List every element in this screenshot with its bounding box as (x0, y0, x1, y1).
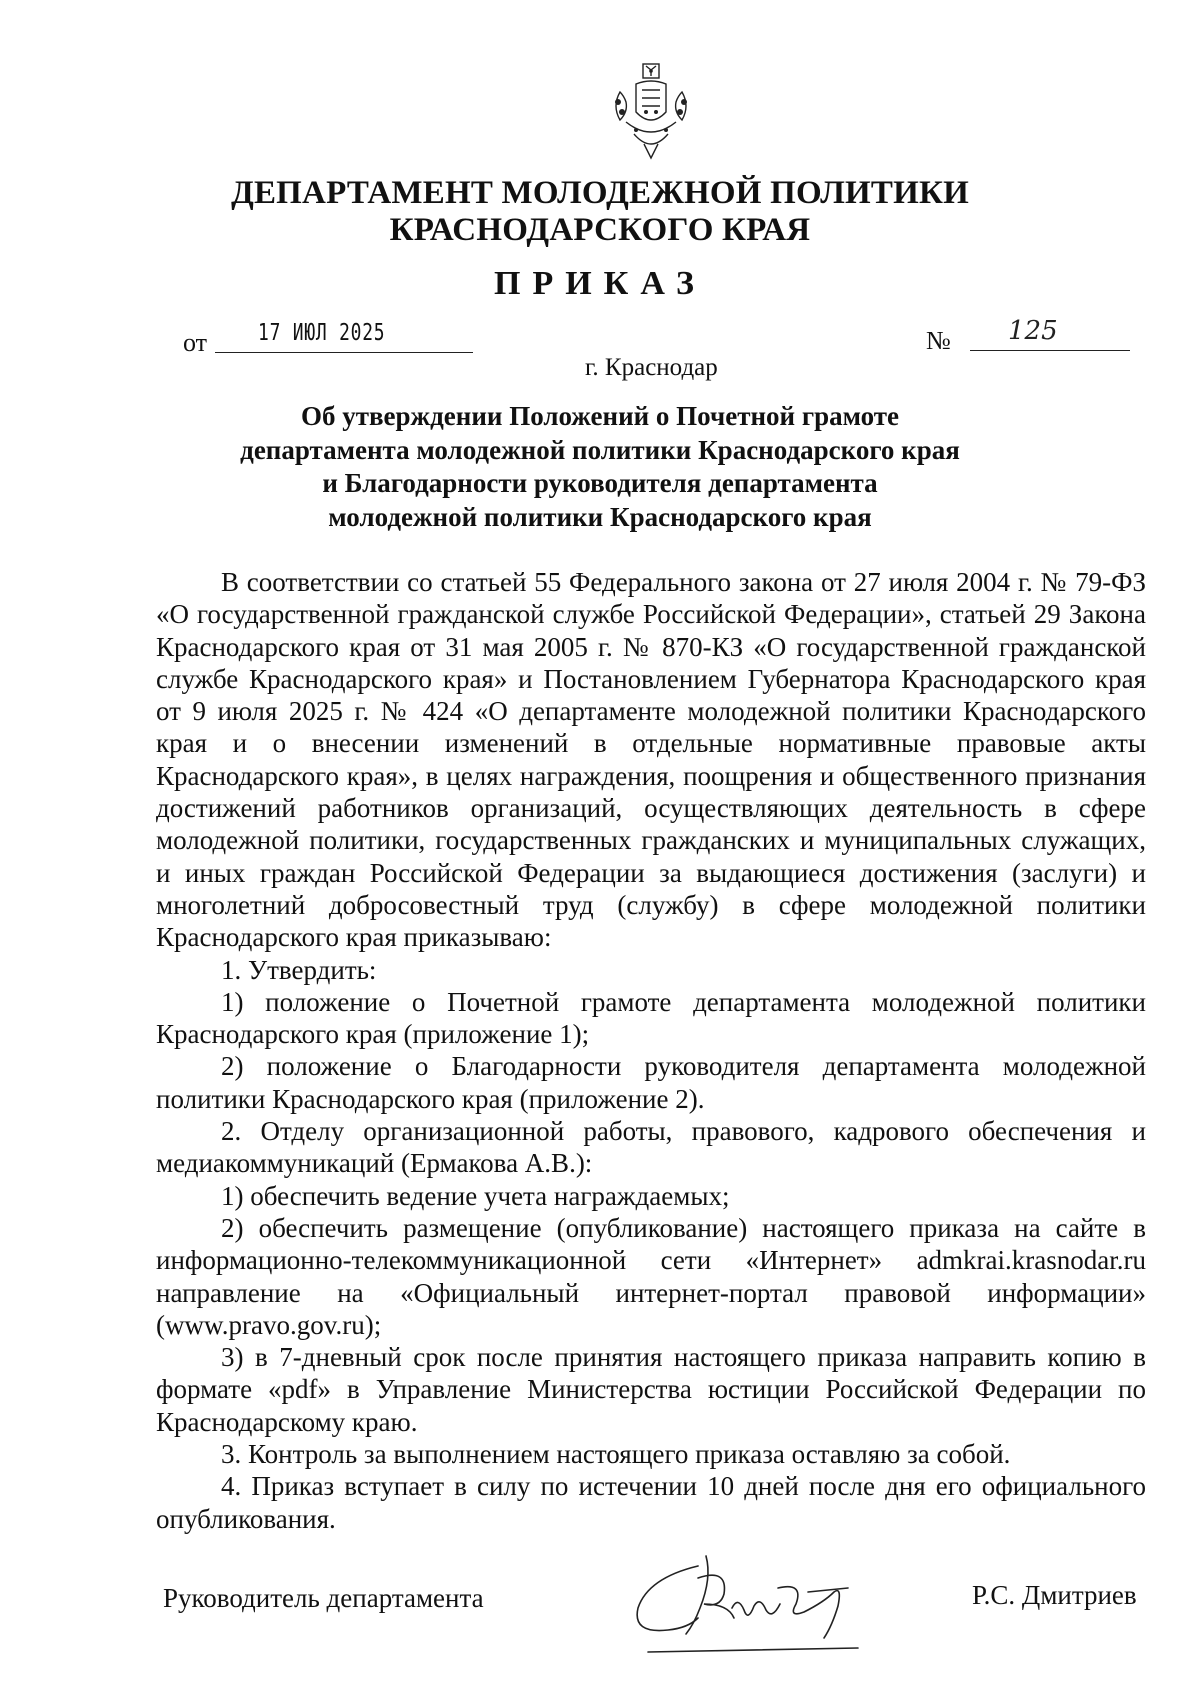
date-stamp: 17 ИЮЛ 2025 (258, 320, 386, 346)
clause-1-2: 2) положение о Благодарности руководителя департамента молодежной политики Краснодарского края (приложение 2). (156, 1051, 1146, 1114)
clause-2-2: 2) обеспечить размещение (опубликование) настоящего приказа на сайте в информационно-телекоммуникационной сети «Интернет» admkrai.krasnodar.ru направление на «Официальный интернет-портал правовой информации» (www.pravo.gov.ru); (156, 1212, 1146, 1340)
department-name-line1: ДЕПАРТАМЕНТ МОЛОДЕЖНОЙ ПОЛИТИКИ (231, 175, 969, 211)
clause-2-3: 3) в 7-дневный срок после принятия настоящего приказа направить копию в формате «pdf» в Управление Министерства юстиции Российской Федерации по Краснодарскому краю. (156, 1342, 1146, 1437)
clause-2-1: 1) обеспечить ведение учета награждаемых; (221, 1180, 730, 1211)
signatory-name: Р.С. Дмитриев (972, 1580, 1137, 1610)
clause-4: 4. Приказ вступает в силу по истечении 10 дней после дня его официального опубликования. (156, 1471, 1146, 1534)
title-line: и Благодарности руководителя департамента (322, 468, 878, 498)
date-label: от (183, 328, 208, 357)
number-label: № (926, 326, 951, 355)
clause-1-1: 1) положение о Почетной грамоте департамента молодежной политики Краснодарского края (приложение 1); (156, 986, 1146, 1050)
clause-2: 2. Отделу организационной работы, правового, кадрового обеспечения и медиакоммуникаций (Ермакова А.В.): (156, 1116, 1146, 1179)
title-line: Об утверждении Положений о Почетной грамоте (300, 401, 900, 431)
clause-1: 1. Утвердить: (221, 954, 377, 985)
coat-of-arms-emblem (606, 62, 696, 162)
date-underline (215, 352, 473, 353)
city: г. Краснодар (585, 354, 718, 381)
document-type-heading: ПРИКАЗ (494, 265, 706, 302)
order-title (100, 400, 1100, 534)
number-underline (970, 350, 1130, 351)
handwritten-signature (628, 1548, 868, 1658)
clause-3: 3. Контроль за выполнением настоящего приказа оставляю за собой. (221, 1439, 1011, 1470)
signatory-position: Руководитель департамента (163, 1583, 484, 1613)
order-body (156, 566, 1146, 1535)
title-line: молодежной политики Краснодарского края (328, 501, 872, 532)
department-name-line2: КРАСНОДАРСКОГО КРАЯ (389, 212, 811, 248)
title-line: департамента молодежной политики Краснодарского края (240, 434, 960, 465)
order-number: 125 (1008, 316, 1058, 346)
preamble-paragraph: В соответствии со статьей 55 Федерального закона от 27 июля 2004 г. № 79-ФЗ «О государственной гражданской службе Российской Федерации», статьей 29 Закона Краснодарского края от 31 мая 2005 г. № 870-КЗ «О государственной гражданской службе Краснодарского края» и Постановлением Губернатора Краснодарского края от 9 июля 2025 г. № 424 «О департаменте молодежной политики Краснодарского края и о внесении изменений в отдельные нормативные правовые акты Краснодарского края», в целях награждения, поощрения и общественного признания достижений работников организаций, осуществляющих деятельность в сфере молодежной политики, государственных гражданских и муниципальных служащих, и иных граждан Российской Федерации за выдающиеся достижения (заслуги) и многолетний добросовестный труд (службу) в сфере молодежной политики Краснодарского края приказываю: (156, 567, 1146, 953)
